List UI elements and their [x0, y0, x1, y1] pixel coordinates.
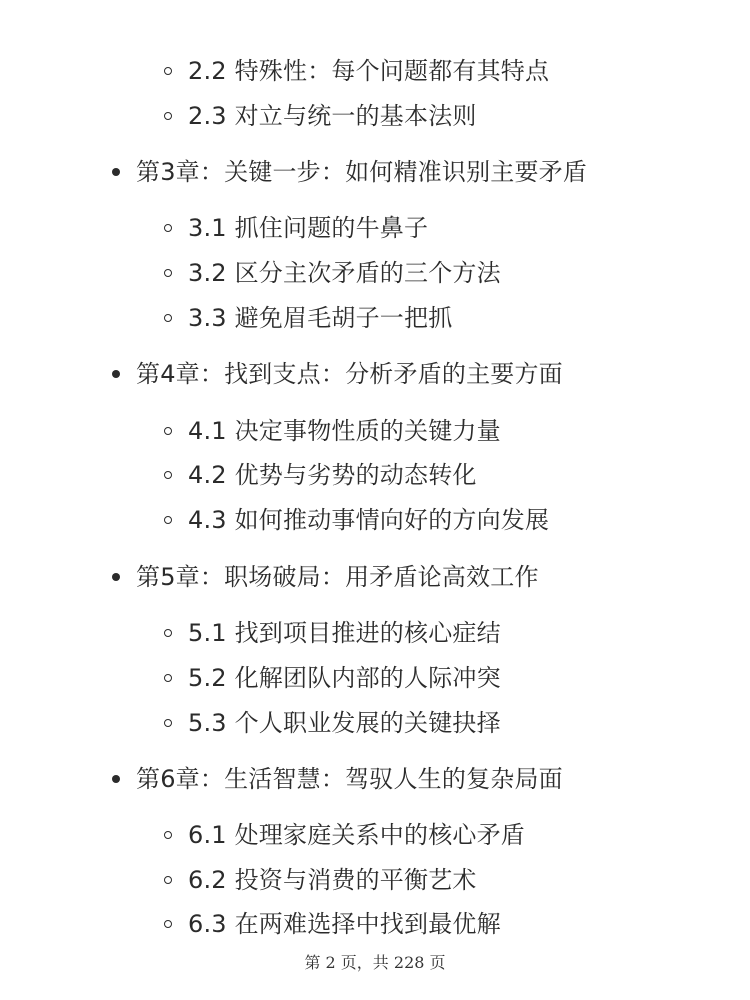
toc-section-6-3[interactable] [188, 907, 501, 941]
toc-section-3-2[interactable] [188, 256, 501, 290]
toc-chapter-3[interactable] [136, 155, 587, 189]
toc-section-6-2[interactable] [188, 863, 477, 897]
toc-section-4-1[interactable] [188, 414, 501, 448]
filled-bullet-icon [112, 370, 120, 378]
toc-item-label: 4.1 决定事物性质的关键力量 [188, 417, 501, 445]
toc-section-6-1[interactable] [188, 818, 525, 852]
filled-bullet-icon [112, 573, 120, 581]
hollow-bullet-icon [164, 224, 172, 232]
toc-section-2-3[interactable] [188, 99, 477, 133]
toc-section-3-3[interactable] [188, 301, 452, 335]
toc-item-label: 6.1 处理家庭关系中的核心矛盾 [188, 821, 525, 849]
toc-item-label: 4.2 优势与劣势的动态转化 [188, 461, 477, 489]
toc-section-4-3[interactable] [188, 503, 549, 537]
toc-section-3-1[interactable] [188, 211, 428, 245]
toc-item-label: 4.3 如何推动事情向好的方向发展 [188, 506, 550, 534]
toc-item-label: 5.3 个人职业发展的关键抉择 [188, 709, 501, 737]
hollow-bullet-icon [164, 719, 172, 727]
toc-chapter-5[interactable] [136, 560, 539, 594]
toc-item-label: 6.2 投资与消费的平衡艺术 [188, 866, 477, 894]
hollow-bullet-icon [164, 269, 172, 277]
hollow-bullet-icon [164, 629, 172, 637]
toc-item-label: 5.2 化解团队内部的人际冲突 [188, 664, 501, 692]
toc-item-label: 3.3 避免眉毛胡子一把抓 [188, 304, 453, 332]
toc-item-label: 5.1 找到项目推进的核心症结 [188, 619, 501, 647]
toc-section-4-2[interactable] [188, 458, 477, 492]
toc-section-5-1[interactable] [188, 616, 501, 650]
hollow-bullet-icon [164, 427, 172, 435]
toc-item-label: 3.2 区分主次矛盾的三个方法 [188, 259, 501, 287]
toc-item-label: 第4章：找到支点：分析矛盾的主要方面 [136, 360, 563, 388]
toc-item-label: 2.2 特殊性：每个问题都有其特点 [188, 57, 550, 85]
hollow-bullet-icon [164, 831, 172, 839]
toc-chapter-4[interactable] [136, 357, 563, 391]
toc-section-5-3[interactable] [188, 706, 501, 740]
hollow-bullet-icon [164, 112, 172, 120]
filled-bullet-icon [112, 168, 120, 176]
toc-chapter-6[interactable] [136, 762, 563, 796]
toc-item-label: 3.1 抓住问题的牛鼻子 [188, 214, 429, 242]
hollow-bullet-icon [164, 920, 172, 928]
hollow-bullet-icon [164, 674, 172, 682]
hollow-bullet-icon [164, 516, 172, 524]
page-indicator: 第 2 页，共 228 页 [304, 953, 446, 972]
toc-section-5-2[interactable] [188, 661, 501, 695]
hollow-bullet-icon [164, 67, 172, 75]
toc-item-label: 2.3 对立与统一的基本法则 [188, 102, 477, 130]
toc-item-label: 第3章：关键一步：如何精准识别主要矛盾 [136, 158, 588, 186]
hollow-bullet-icon [164, 876, 172, 884]
hollow-bullet-icon [164, 314, 172, 322]
toc-item-label: 6.3 在两难选择中找到最优解 [188, 910, 501, 938]
toc-item-label: 第6章：生活智慧：驾驭人生的复杂局面 [136, 765, 563, 793]
filled-bullet-icon [112, 775, 120, 783]
toc-item-label: 第5章：职场破局：用矛盾论高效工作 [136, 563, 539, 591]
hollow-bullet-icon [164, 471, 172, 479]
toc-section-2-2[interactable] [188, 54, 549, 88]
